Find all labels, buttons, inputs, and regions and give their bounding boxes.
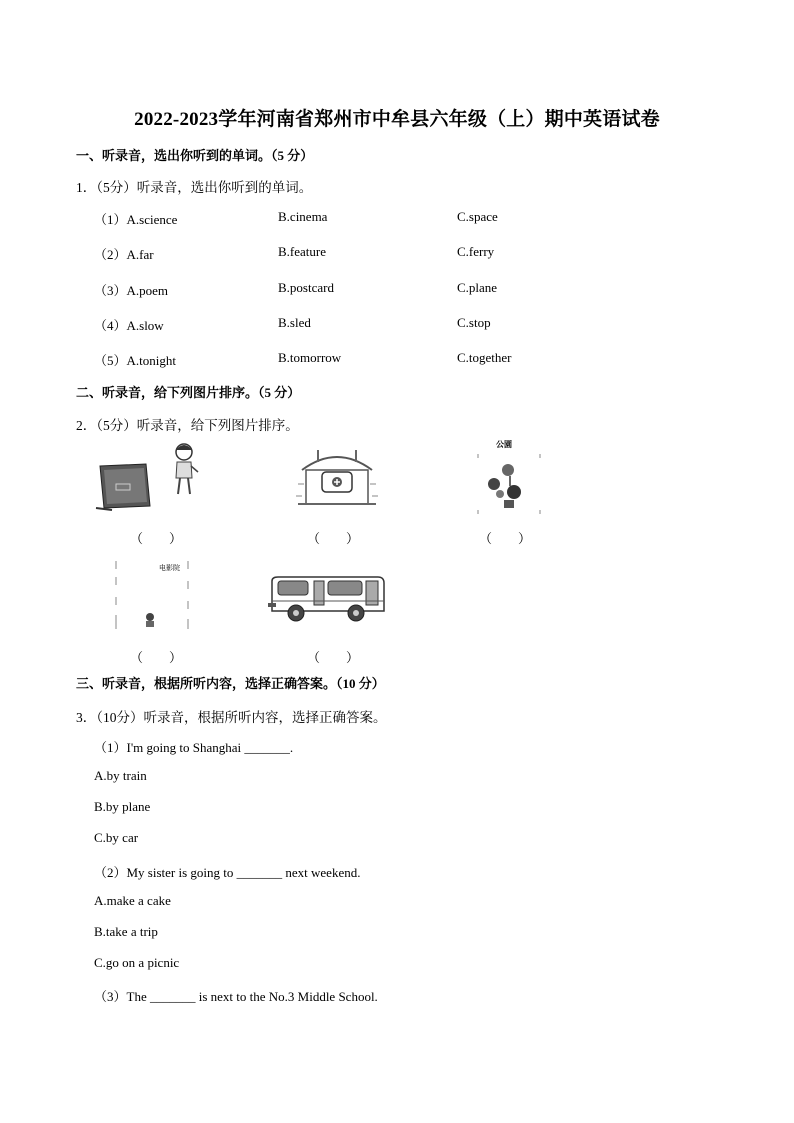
option-2a[interactable]: （2）A.far — [94, 247, 154, 262]
option-4b[interactable]: B.sled — [278, 315, 311, 330]
option-3-1-c[interactable]: C.by car — [94, 830, 139, 845]
section-1-heading: 一、听录音，选出你听到的单词。（5 分） — [76, 148, 314, 163]
answer-blank-2[interactable]: （ ） — [307, 531, 360, 546]
answer-blank-4[interactable]: （ ） — [130, 650, 183, 665]
question-2-prompt: 2．（5分）听录音，给下列图片排序。 — [76, 418, 299, 433]
question-3-2-stem: （2）My sister is going to _______ next weekend. — [94, 865, 361, 880]
question-3-3-stem: （3）The _______ is next to the No.3 Middle School. — [94, 989, 378, 1004]
option-3b[interactable]: B.postcard — [278, 280, 334, 295]
option-2b[interactable]: B.feature — [278, 244, 327, 259]
answer-blank-1[interactable]: （ ） — [130, 531, 183, 546]
option-3-2-c[interactable]: C.go on a picnic — [94, 955, 180, 970]
option-5c[interactable]: C.together — [457, 350, 512, 365]
option-1b[interactable]: B.cinema — [278, 209, 328, 224]
hospital-icon — [292, 440, 382, 512]
option-5a[interactable]: （5）A.tonight — [94, 353, 176, 368]
option-3a[interactable]: （3）A.poem — [94, 283, 169, 298]
option-5b[interactable]: B.tomorrow — [278, 350, 342, 365]
boy-watching-tv-icon — [94, 440, 204, 512]
bus-icon — [266, 575, 388, 625]
page-title: 2022-2023学年河南省郑州市中牟县六年级（上）期中英语试卷 — [134, 109, 660, 130]
option-3c[interactable]: C.plane — [457, 280, 498, 295]
section-3-heading: 三、听录音，根据所听内容，选择正确答案。（10 分） — [76, 676, 385, 691]
answer-blank-5[interactable]: （ ） — [307, 650, 360, 665]
question-1-prompt: 1．（5分）听录音，选出你听到的单词。 — [76, 180, 313, 195]
option-3-1-a[interactable]: A.by train — [94, 768, 147, 783]
option-3-1-b[interactable]: B.by plane — [94, 799, 151, 814]
question-3-prompt: 3．（10分）听录音，根据所听内容，选择正确答案。 — [76, 710, 387, 725]
answer-blank-3[interactable]: （ ） — [479, 531, 532, 546]
park-icon — [474, 450, 544, 520]
option-2c[interactable]: C.ferry — [457, 244, 495, 259]
park-sign-label: 公園 — [496, 440, 512, 449]
option-1a[interactable]: （1）A.science — [94, 212, 178, 227]
section-2-heading: 二、听录音，给下列图片排序。（5 分） — [76, 385, 301, 400]
option-1c[interactable]: C.space — [457, 209, 498, 224]
cinema-icon — [112, 557, 192, 635]
option-4a[interactable]: （4）A.slow — [94, 318, 164, 333]
option-3-2-a[interactable]: A.make a cake — [94, 893, 171, 908]
question-3-1-stem: （1）I'm going to Shanghai _______. — [94, 740, 294, 755]
option-3-2-b[interactable]: B.take a trip — [94, 924, 158, 939]
option-4c[interactable]: C.stop — [457, 315, 491, 330]
cinema-sign-label: 电影院 — [159, 564, 180, 572]
